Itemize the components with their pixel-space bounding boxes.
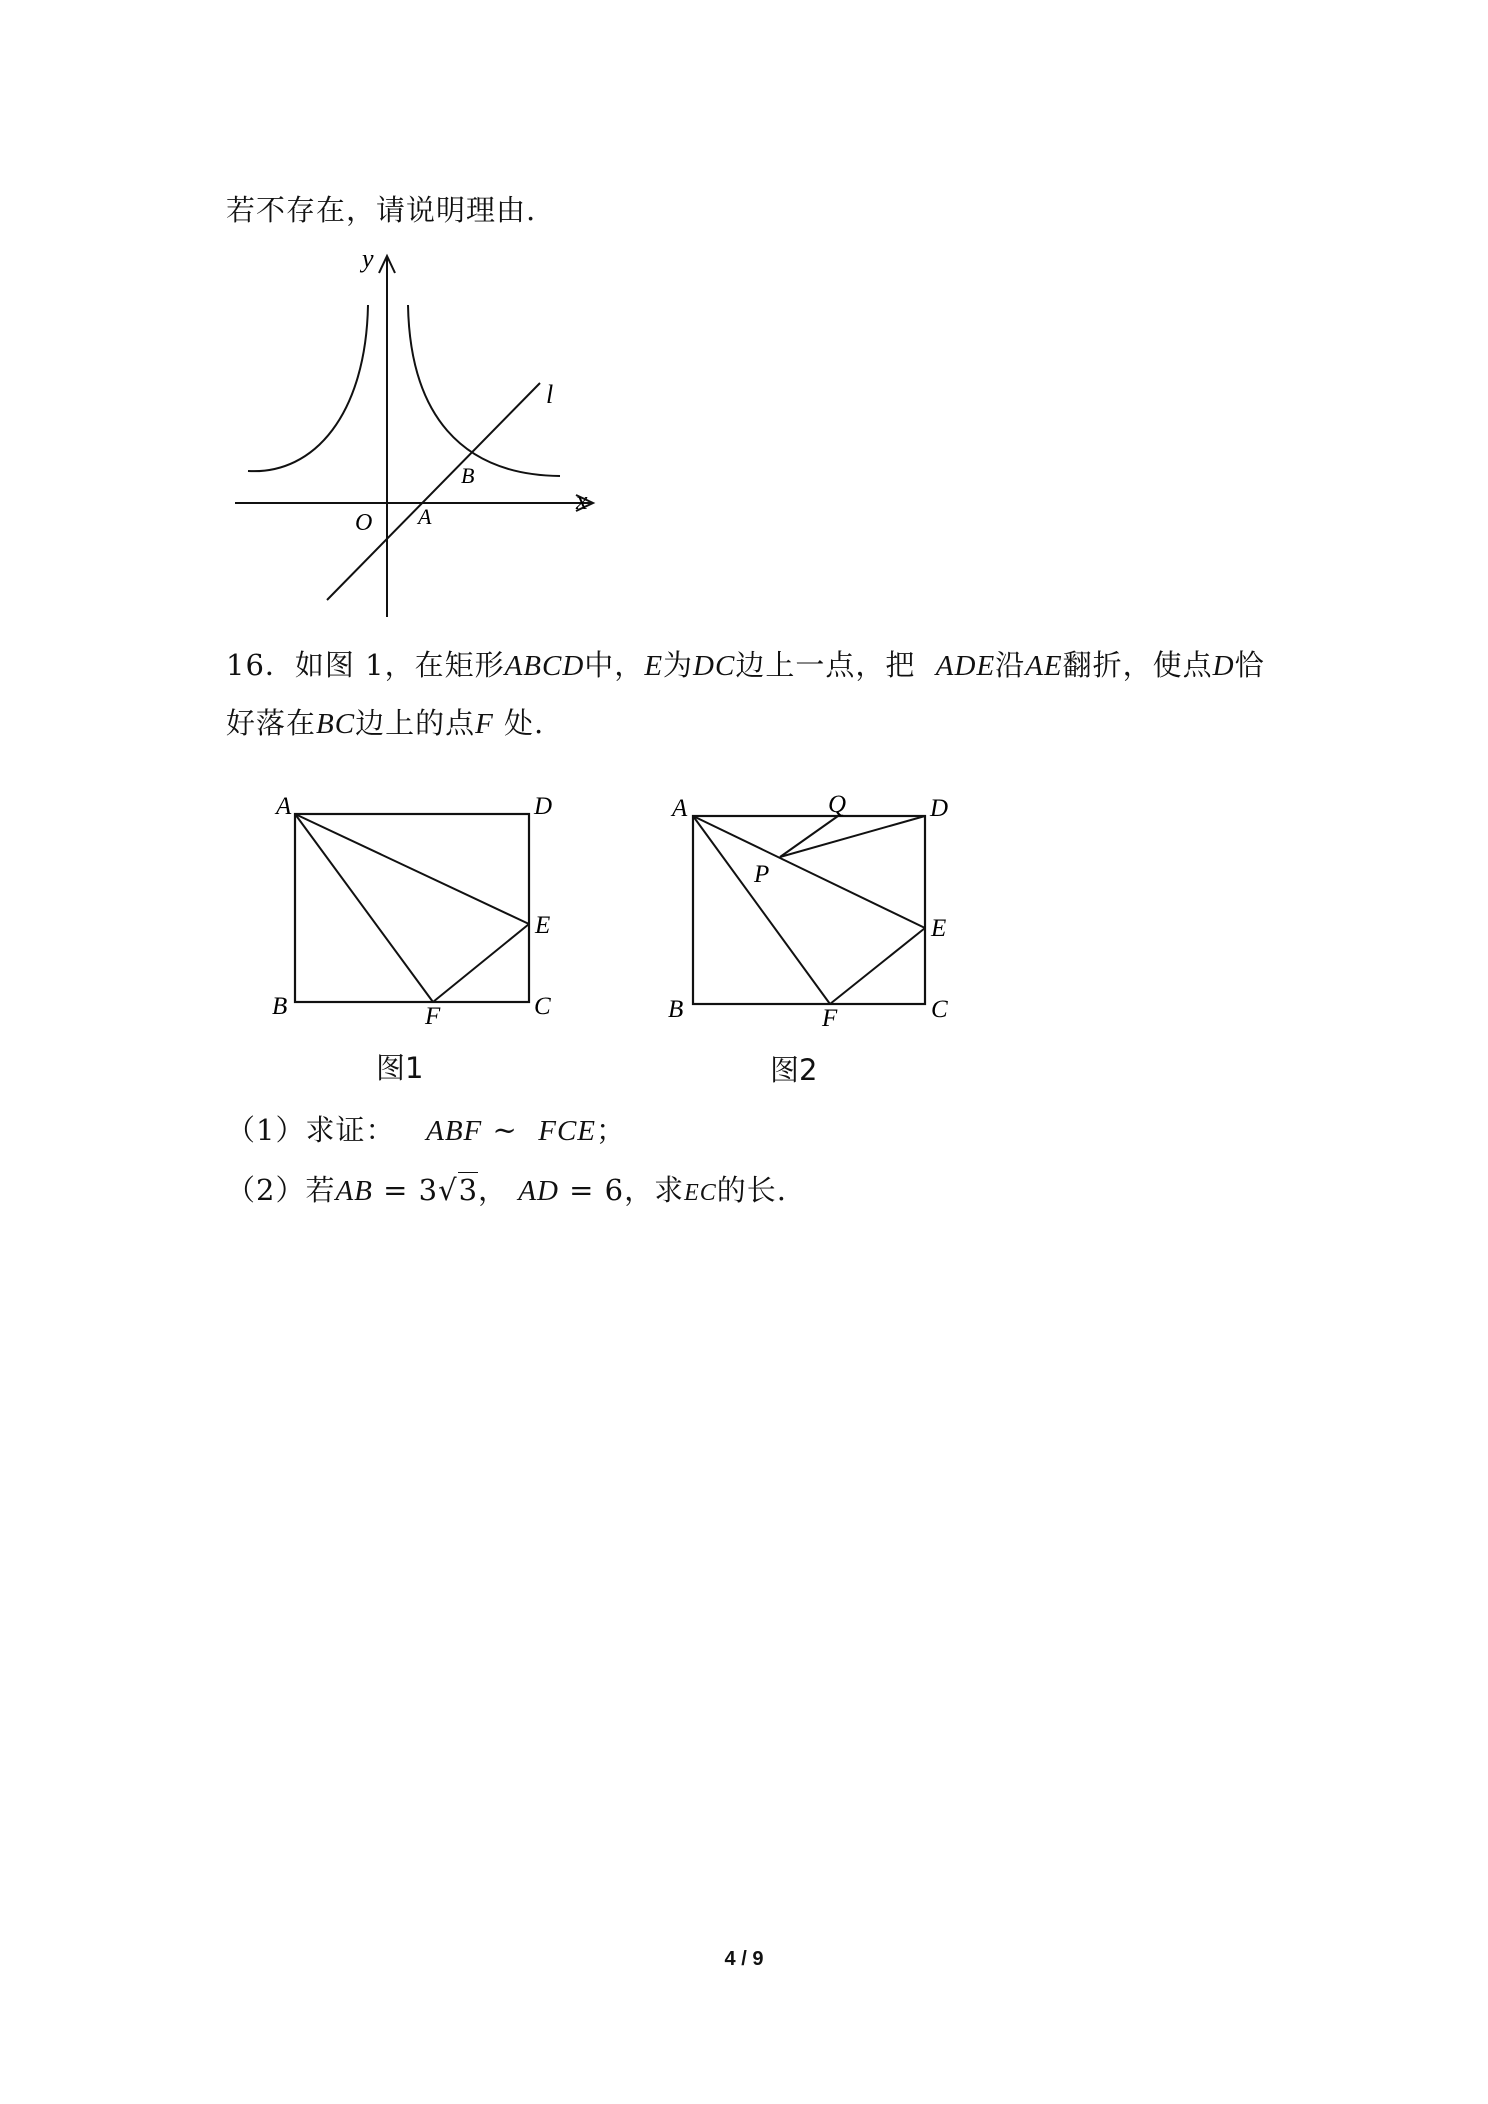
text-fragment: 中， [584,648,645,682]
math-f: F [475,708,494,740]
segment-fe [433,924,529,1002]
part2-prefix: （2）若 [226,1173,336,1207]
fig2-label-B: B [668,996,684,1023]
problem16-number: 16． [226,648,295,682]
text-fragment: 恰 [1234,648,1265,682]
part2-ad: AD [518,1175,559,1207]
part2-line [226,1170,787,1213]
fig1-label-E: E [535,912,551,939]
figure-1-caption: 图1 [376,1051,424,1085]
part1-triangle-fce: FCE [538,1115,597,1147]
text-fragment: 好落在 [226,706,317,740]
text-fragment: 沿 [995,648,1026,682]
segment-ae [295,814,529,924]
segment-pd [780,816,925,857]
part1-triangle-abf: ABF [426,1115,483,1147]
part2-eq2: = 6 [558,1173,625,1207]
segment-pq [780,816,838,857]
graph-label-B: B [461,463,475,488]
fig1-label-A: A [276,793,292,820]
part2-mid: ，求 [624,1173,685,1207]
part2-sqrt-value: 3 [458,1173,479,1207]
figure-2-caption: 图2 [770,1053,818,1087]
math-ae: AE [1025,650,1063,682]
fig2-label-F: F [822,1005,838,1027]
fig1-label-B: B [272,993,288,1020]
segment-af [693,816,830,1004]
problem16-line1 [226,645,1265,686]
page-number: 4 / 9 [724,1948,764,1970]
part1-prefix: （1）求证： [226,1113,396,1147]
fig2-label-C: C [931,996,948,1023]
segment-fe [830,928,925,1004]
problem16-line2 [226,703,544,744]
similar-symbol: ~ [492,1113,518,1147]
intro-sentence: 若不存在，请说明理由. [226,193,537,227]
graph-label-A: A [418,504,432,529]
fig2-label-D: D [930,795,949,822]
hyperbola-right-branch [408,305,560,476]
fig2-label-E: E [931,915,947,942]
graph-label-O: O [355,510,373,536]
part2-ab: AB [335,1175,373,1207]
part2-comma: ， [478,1173,509,1207]
part2-eq1: = 3 [372,1173,439,1207]
math-bc: BC [316,708,356,740]
text-fragment: 边上一点，把 [735,648,916,682]
math-abcd: ABCD [504,650,585,682]
hyperbola-left-branch [248,305,368,471]
part2-ec: EC [684,1180,717,1206]
fig2-label-A: A [672,795,688,822]
graph-label-x: x [576,486,588,515]
math-dc: DC [693,650,736,682]
math-ade: ADE [935,650,996,682]
sqrt-sign-icon: √ [438,1173,458,1207]
text-fragment: 处. [504,706,545,740]
part1-line [226,1110,626,1151]
hyperbola-graph [220,245,600,625]
segment-af [295,814,433,1002]
part1-suffix: ； [596,1113,627,1147]
figure-2 [658,782,978,1027]
text-fragment: 边上的点 [355,706,476,740]
segment-ae [693,816,925,928]
text-fragment: 如图 1，在矩形 [294,648,505,682]
line-l [327,383,540,600]
fig1-label-C: C [534,993,551,1020]
graph-label-y: y [362,245,374,273]
fig2-label-P: P [754,861,770,888]
fig1-label-F: F [425,1003,441,1025]
figure-1 [262,780,602,1025]
math-d: D [1212,650,1235,682]
text-fragment: 为 [663,648,694,682]
fig1-label-D: D [534,793,553,820]
math-e: E [644,650,664,682]
intro-text [226,190,536,230]
graph-label-l: l [546,380,554,409]
fig2-label-Q: Q [828,791,847,818]
text-fragment: 翻折，使点 [1062,648,1213,682]
part2-suffix: 的长. [716,1173,788,1207]
